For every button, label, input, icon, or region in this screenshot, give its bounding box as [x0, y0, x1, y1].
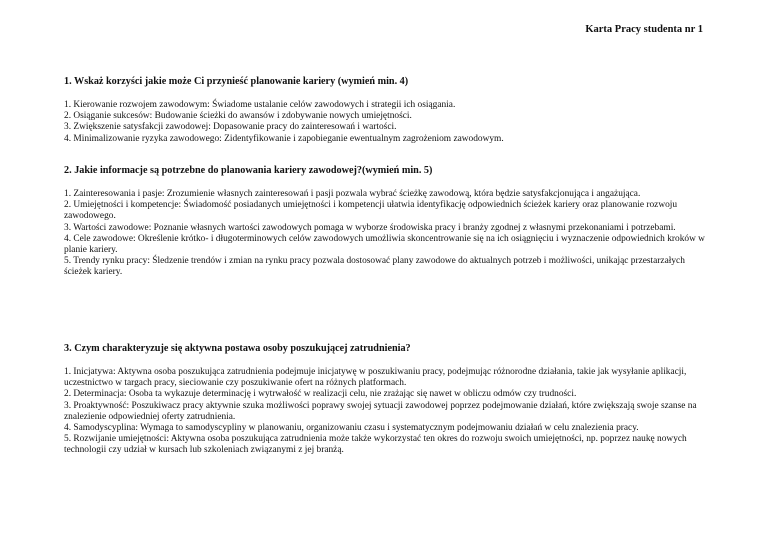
answer-item: 2. Osiąganie sukcesów: Budowanie ścieżki do awansów i zdobywanie nowych umiejętności.	[64, 111, 412, 122]
answer-list	[64, 367, 712, 457]
answer-item: 1. Zainteresowania i pasje: Zrozumienie własnych zainteresowań i pasji pozwala wybrać ścieżkę zawodową, która będzie satysfakcjonująca i angażująca.	[64, 189, 641, 199]
answer-item: 3. Proaktywność: Poszukiwacz pracy aktywnie szuka możliwości poprawy swojej sytuacji zawodowej poprzez podejmowanie działań, które zwiększają swoje szanse na znalezienie odpowiedniej oferty zatrudnienia.	[64, 400, 697, 422]
answer-item: 5. Trendy rynku pracy: Śledzenie trendów i zmian na rynku pracy pozwala dostosować plany zawodowe do aktualnych potrzeb i możliwości, unikając przestarzałych ścieżek kariery.	[64, 256, 685, 278]
question-heading: 2. Jakie informacje są potrzebne do planowania kariery zawodowej?(wymień min. 5)	[64, 165, 433, 176]
answer-item: 3. Wartości zawodowe: Poznanie własnych wartości zawodowych pomaga w wyborze środowiska pracy i branży zgodnej z własnymi przekonaniami i potrzebami.	[64, 222, 676, 233]
answer-item: 2. Determinacja: Osoba ta wykazuje determinację i wytrwałość w realizacji celu, nie zrażając się nawet w obliczu odmów czy trudności.	[64, 389, 577, 400]
answer-item: 1. Kierowanie rozwojem zawodowym: Świadome ustalanie celów zawodowych i strategii ich osiągania.	[64, 100, 456, 110]
answer-list	[64, 189, 712, 279]
answer-item: 4. Samodyscyplina: Wymaga to samodyscypliny w planowaniu, organizowaniu czasu i systematycznym podejmowaniu działań w celu znalezienia pracy.	[64, 423, 639, 434]
answer-item: 5. Rozwijanie umiejętności: Aktywna osoba poszukująca zatrudnienia może także wykorzystać ten okres do rozwoju swoich umiejętności, np. poprzez naukę nowych technologii czy udział w kursach lub szkoleniach związanymi z jej branżą.	[64, 434, 687, 456]
question-heading: 1. Wskaż korzyści jakie może Ci przynieść planowanie kariery (wymień min. 4)	[64, 76, 409, 87]
question-section-2	[64, 165, 712, 279]
question-section-1	[64, 76, 712, 145]
answer-item: 4. Minimalizowanie ryzyka zawodowego: Zidentyfikowanie i zapobieganie ewentualnym zagrożeniom zawodowym.	[64, 133, 504, 144]
answer-item: 3. Zwiększenie satysfakcji zawodowej: Dopasowanie pracy do zainteresowań i wartości.	[64, 122, 397, 133]
question-heading: 3. Czym charakteryzuje się aktywna postawa osoby poszukującej zatrudnienia?	[64, 343, 411, 354]
answer-item: 1. Inicjatywa: Aktywna osoba poszukująca zatrudnienia podejmuje inicjatywę w poszukiwaniu pracy, podejmując różnorodne działania, takie jak wysyłanie aplikacji, uczestnictwo w targach pracy, sieciowanie czy poszukiwanie ofert na różnych platformach.	[64, 367, 687, 389]
answer-item: 2. Umiejętności i kompetencje: Świadomość posiadanych umiejętności i kompetencji ułatwia identyfikację odpowiednich ścieżek kariery oraz planowanie rozwoju zawodowego.	[64, 200, 678, 222]
worksheet-title: Karta Pracy studenta nr 1	[585, 24, 703, 35]
answer-list	[64, 100, 712, 145]
answer-item: 4. Cele zawodowe: Określenie krótko- i długoterminowych celów zawodowych umożliwia skoncentrowanie się na ich osiągnięciu i wyznaczenie odpowiednich kroków w planie kariery.	[64, 233, 705, 256]
question-section-3	[64, 343, 712, 457]
